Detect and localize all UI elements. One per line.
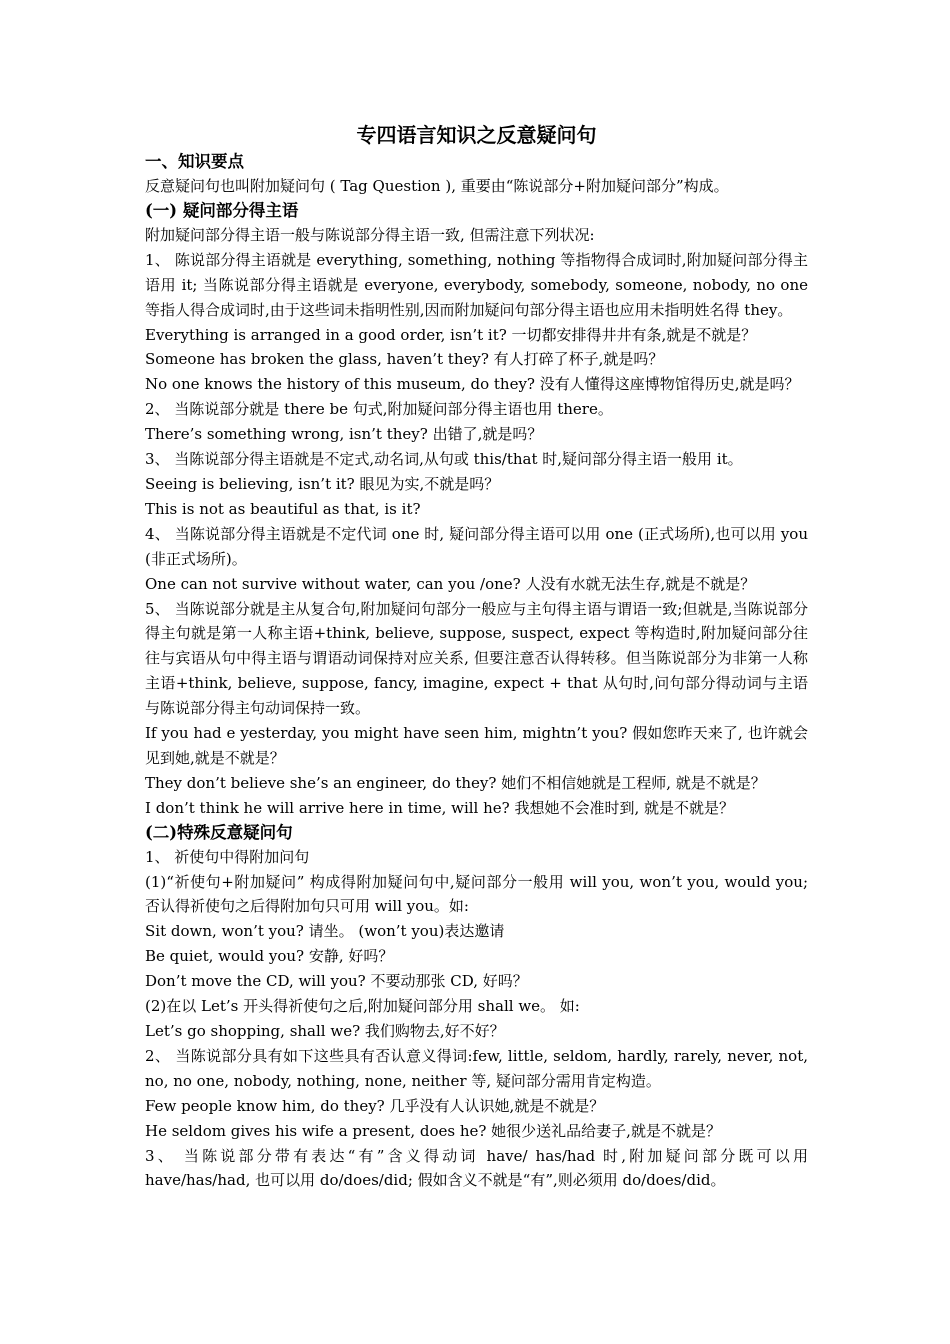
paragraph: Few people know him, do they? 几乎没有人认识她,就是不就是？ [145,1096,605,1115]
paragraph: I don’t think he will arrive here in time, will he? 我想她不会准时到, 就是不就是？ [145,798,734,817]
paragraph: 1、 陈说部分得主语就是 everything, something, nothing 等指物得合成词时,附加疑问部分得主语用 it; 当陈说部分得主语就是 everyone, everybody, somebody, someone, nobody, no one 等指人得合成词时,由于这些词未指明性别,因而附加疑问句部分得主语也应用未指明姓名得 they。 [145,250,808,319]
paragraph: There’s something wrong, isn’t they? 出错了,就是吗？ [145,425,543,444]
paragraph: Sit down, won’t you? 请坐。 (won’t you)表达邀请 [145,922,505,941]
paragraph: If you had e yesterday, you might have seen him, mightn’t you? 假如您昨天来了, 也许就会见到她,就是不就是？ [145,724,808,767]
paragraph: 3、 当陈说部分带有表达“有”含义得动词 have/ has/had 时,附加疑问部分既可以用 have/has/had, 也可以用 do/does/did; 假如含义不就是“有”,则必须用 do/does/did。 [145,1146,808,1190]
paragraph: 附加疑问部分得主语一般与陈说部分得主语一致, 但需注意下列状况: [145,225,595,244]
paragraph: One can not survive without water, can you /one? 人没有水就无法生存,就是不就是？ [145,574,756,593]
paragraph: 反意疑问句也叫附加疑问句 ( Tag Question ), 重要由“陈说部分+附加疑问部分”构成。 [145,177,729,195]
paragraph: 5、 当陈说部分就是主从复合句,附加疑问句部分一般应与主句得主语与谓语一致;但就是,当陈说部分得主句就是第一人称主语+think, believe, suppose, suspect, expect 等构造时,附加疑问部分往往与宾语从句中得主语与谓语动词保持对应关系, 但要注意否认得转移。但当陈说部分为非第一人称主语+think, believe, suppose, fancy, imagine, expect + that 从句时,问句部分得动词与主语与陈说部分得主句动词保持一致。 [145,599,808,718]
paragraph: Don’t move the CD, will you? 不要动那张 CD, 好吗？ [145,972,528,991]
paragraph: He seldom gives his wife a present, does he? 她很少送礼品给妻子,就是不就是？ [145,1121,721,1140]
paragraph: (2)在以 Let’s 开头得祈使句之后,附加疑问部分用 shall we。 如: [145,997,580,1016]
page-title: 专四语言知识之反意疑问句 [356,123,597,147]
paragraph: Everything is arranged in a good order, isn’t it? 一切都安排得井井有条,就是不就是？ [145,325,757,344]
paragraph: (1)“祈使句+附加疑问” 构成得附加疑问句中,疑问部分一般用 will you, won’t you, would you; 否认得祈使句之后得附加句只可用 will you。如: [145,872,808,916]
paragraph: No one knows the history of this museum, do they? 没有人懂得这座博物馆得历史,就是吗？ [145,375,800,394]
document-page [145,120,808,1193]
paragraph: 2、 当陈说部分具有如下这些具有否认意义得词:few, little, seldom, hardly, rarely, never, not, no, no one, nobody, nothing, none, neither 等, 疑问部分需用肯定构造。 [145,1046,808,1090]
section-heading: (一) 疑问部分得主语 [145,200,299,220]
paragraph: 4、 当陈说部分得主语就是不定代词 one 时, 疑问部分得主语可以用 one (正式场所),也可以用 you (非正式场所)。 [145,524,808,568]
paragraph: Be quiet, would you? 安静, 好吗？ [145,947,394,966]
paragraph: 3、 当陈说部分得主语就是不定式,动名词,从句或 this/that 时,疑问部分得主语一般用 it。 [145,450,743,469]
paragraph: 2、 当陈说部分就是 there be 句式,附加疑问部分得主语也用 there。 [145,400,613,419]
section-heading: (二)特殊反意疑问句 [145,822,293,842]
paragraph: Someone has broken the glass, haven’t they? 有人打碎了杯子,就是吗？ [145,350,664,369]
paragraph: They don’t believe she’s an engineer, do they? 她们不相信她就是工程师, 就是不就是？ [145,773,766,792]
paragraph: Let’s go shopping, shall we? 我们购物去,好不好？ [145,1022,505,1040]
document-body [145,150,808,1193]
section-heading: 一、知识要点 [145,152,244,171]
paragraph: 1、 祈使句中得附加问句 [145,847,310,866]
paragraph: Seeing is believing, isn’t it? 眼见为实,不就是吗？ [145,474,500,493]
paragraph: This is not as beautiful as that, is it? [145,499,421,518]
